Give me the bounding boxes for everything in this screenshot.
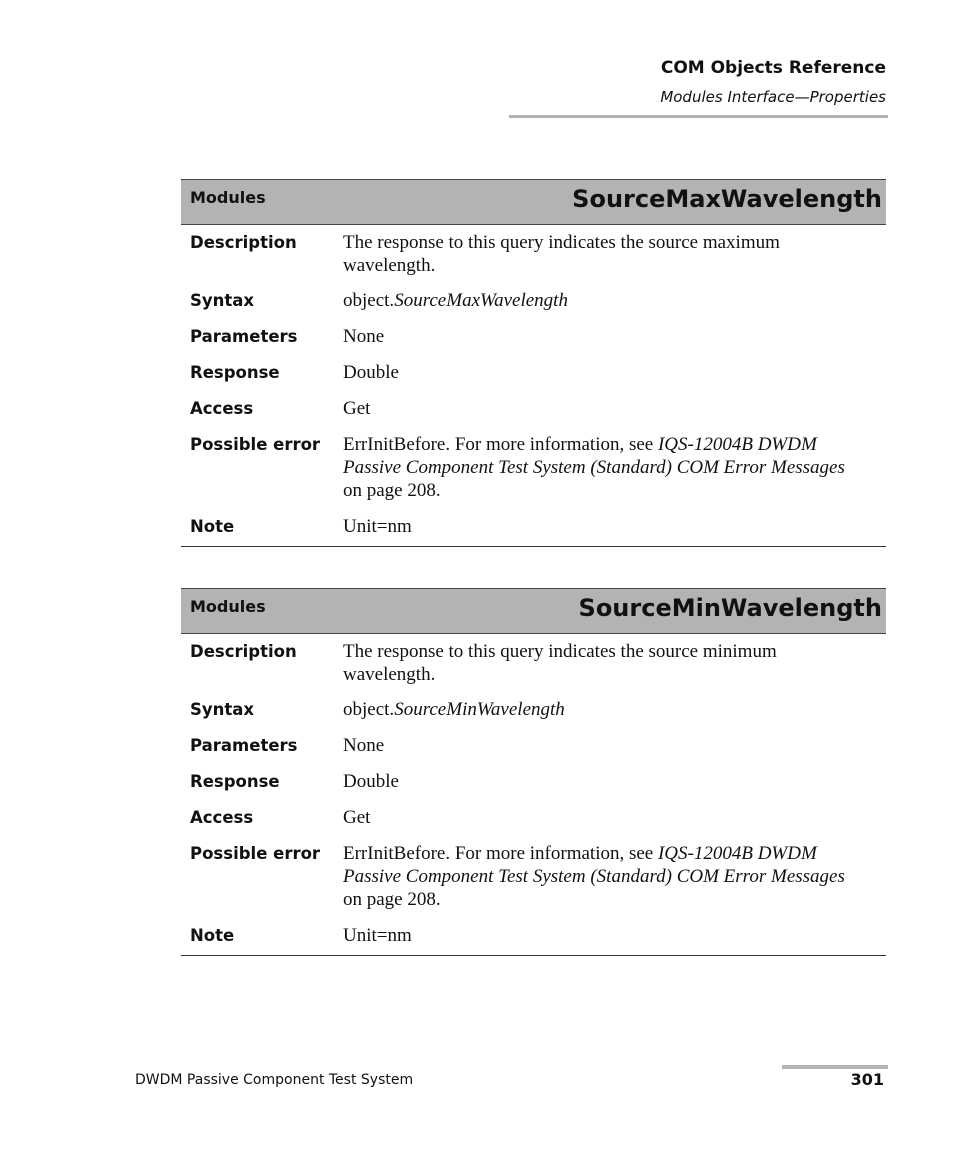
entry-header-bar (181, 588, 886, 634)
syntax-name: SourceMaxWavelength (394, 290, 568, 311)
row-parameters (181, 734, 886, 757)
row-note (181, 924, 886, 947)
entry-property-title: SourceMaxWavelength (572, 185, 882, 213)
row-key: Description (190, 642, 297, 661)
entry-category-label: Modules (190, 188, 266, 207)
row-value: Double (343, 362, 399, 383)
syntax-prefix: object. (343, 699, 395, 720)
row-key: Response (190, 363, 280, 382)
row-key: Syntax (190, 700, 255, 719)
row-value: Get (343, 398, 371, 419)
error-suffix: on page 208. (343, 480, 441, 501)
row-key: Description (190, 233, 297, 252)
row-note (181, 515, 886, 538)
row-key: Note (190, 926, 235, 945)
running-header-title: COM Objects Reference (660, 58, 886, 78)
error-text: ErrInitBefore. For more information, see (343, 434, 658, 455)
row-value: None (343, 326, 385, 347)
entry-property-title: SourceMinWavelength (578, 594, 882, 622)
row-key: Possible error (190, 435, 321, 454)
row-value: Get (343, 807, 371, 828)
error-reference-link[interactable]: IQS-12004B DWDM Passive Component Test System (Standard) COM Error Messages (343, 843, 845, 887)
row-key: Response (190, 772, 280, 791)
error-reference-link[interactable]: IQS-12004B DWDM Passive Component Test System (Standard) COM Error Messages (343, 434, 845, 478)
error-text: ErrInitBefore. For more information, see (343, 843, 658, 864)
row-access (181, 397, 886, 420)
row-parameters (181, 325, 886, 348)
row-value: The response to this query indicates the source minimum wavelength. (343, 641, 777, 685)
row-value: Unit=nm (343, 516, 412, 537)
row-key: Access (190, 399, 254, 418)
footer-product-name: DWDM Passive Component Test System (135, 1072, 414, 1088)
syntax-prefix: object. (343, 290, 395, 311)
row-possible-error (181, 433, 886, 502)
row-value: The response to this query indicates the source maximum wavelength. (343, 232, 780, 276)
property-entry-source-max-wavelength (181, 179, 886, 547)
row-key: Syntax (190, 291, 255, 310)
row-value (343, 433, 886, 502)
row-value (343, 842, 886, 911)
row-key: Possible error (190, 844, 321, 863)
row-value: Double (343, 771, 399, 792)
footer-rule (782, 1065, 888, 1069)
row-possible-error (181, 842, 886, 911)
row-description (181, 231, 886, 277)
row-key: Access (190, 808, 254, 827)
header-rule (509, 115, 888, 118)
row-key: Parameters (190, 327, 298, 346)
property-entry-source-min-wavelength (181, 588, 886, 956)
running-header-subtitle: Modules Interface—Properties (660, 88, 886, 106)
row-access (181, 806, 886, 829)
row-value: Unit=nm (343, 925, 412, 946)
syntax-name: SourceMinWavelength (394, 699, 565, 720)
entry-header-bar (181, 179, 886, 225)
row-syntax (181, 289, 886, 312)
entry-bottom-rule (181, 546, 886, 547)
row-response (181, 361, 886, 384)
page-number: 301 (850, 1070, 884, 1089)
entry-category-label: Modules (190, 597, 266, 616)
row-value (343, 289, 886, 312)
row-value: None (343, 735, 385, 756)
row-description (181, 640, 886, 686)
error-suffix: on page 208. (343, 889, 441, 910)
row-syntax (181, 698, 886, 721)
entry-bottom-rule (181, 955, 886, 956)
row-key: Note (190, 517, 235, 536)
row-value (343, 698, 886, 721)
row-response (181, 770, 886, 793)
row-key: Parameters (190, 736, 298, 755)
